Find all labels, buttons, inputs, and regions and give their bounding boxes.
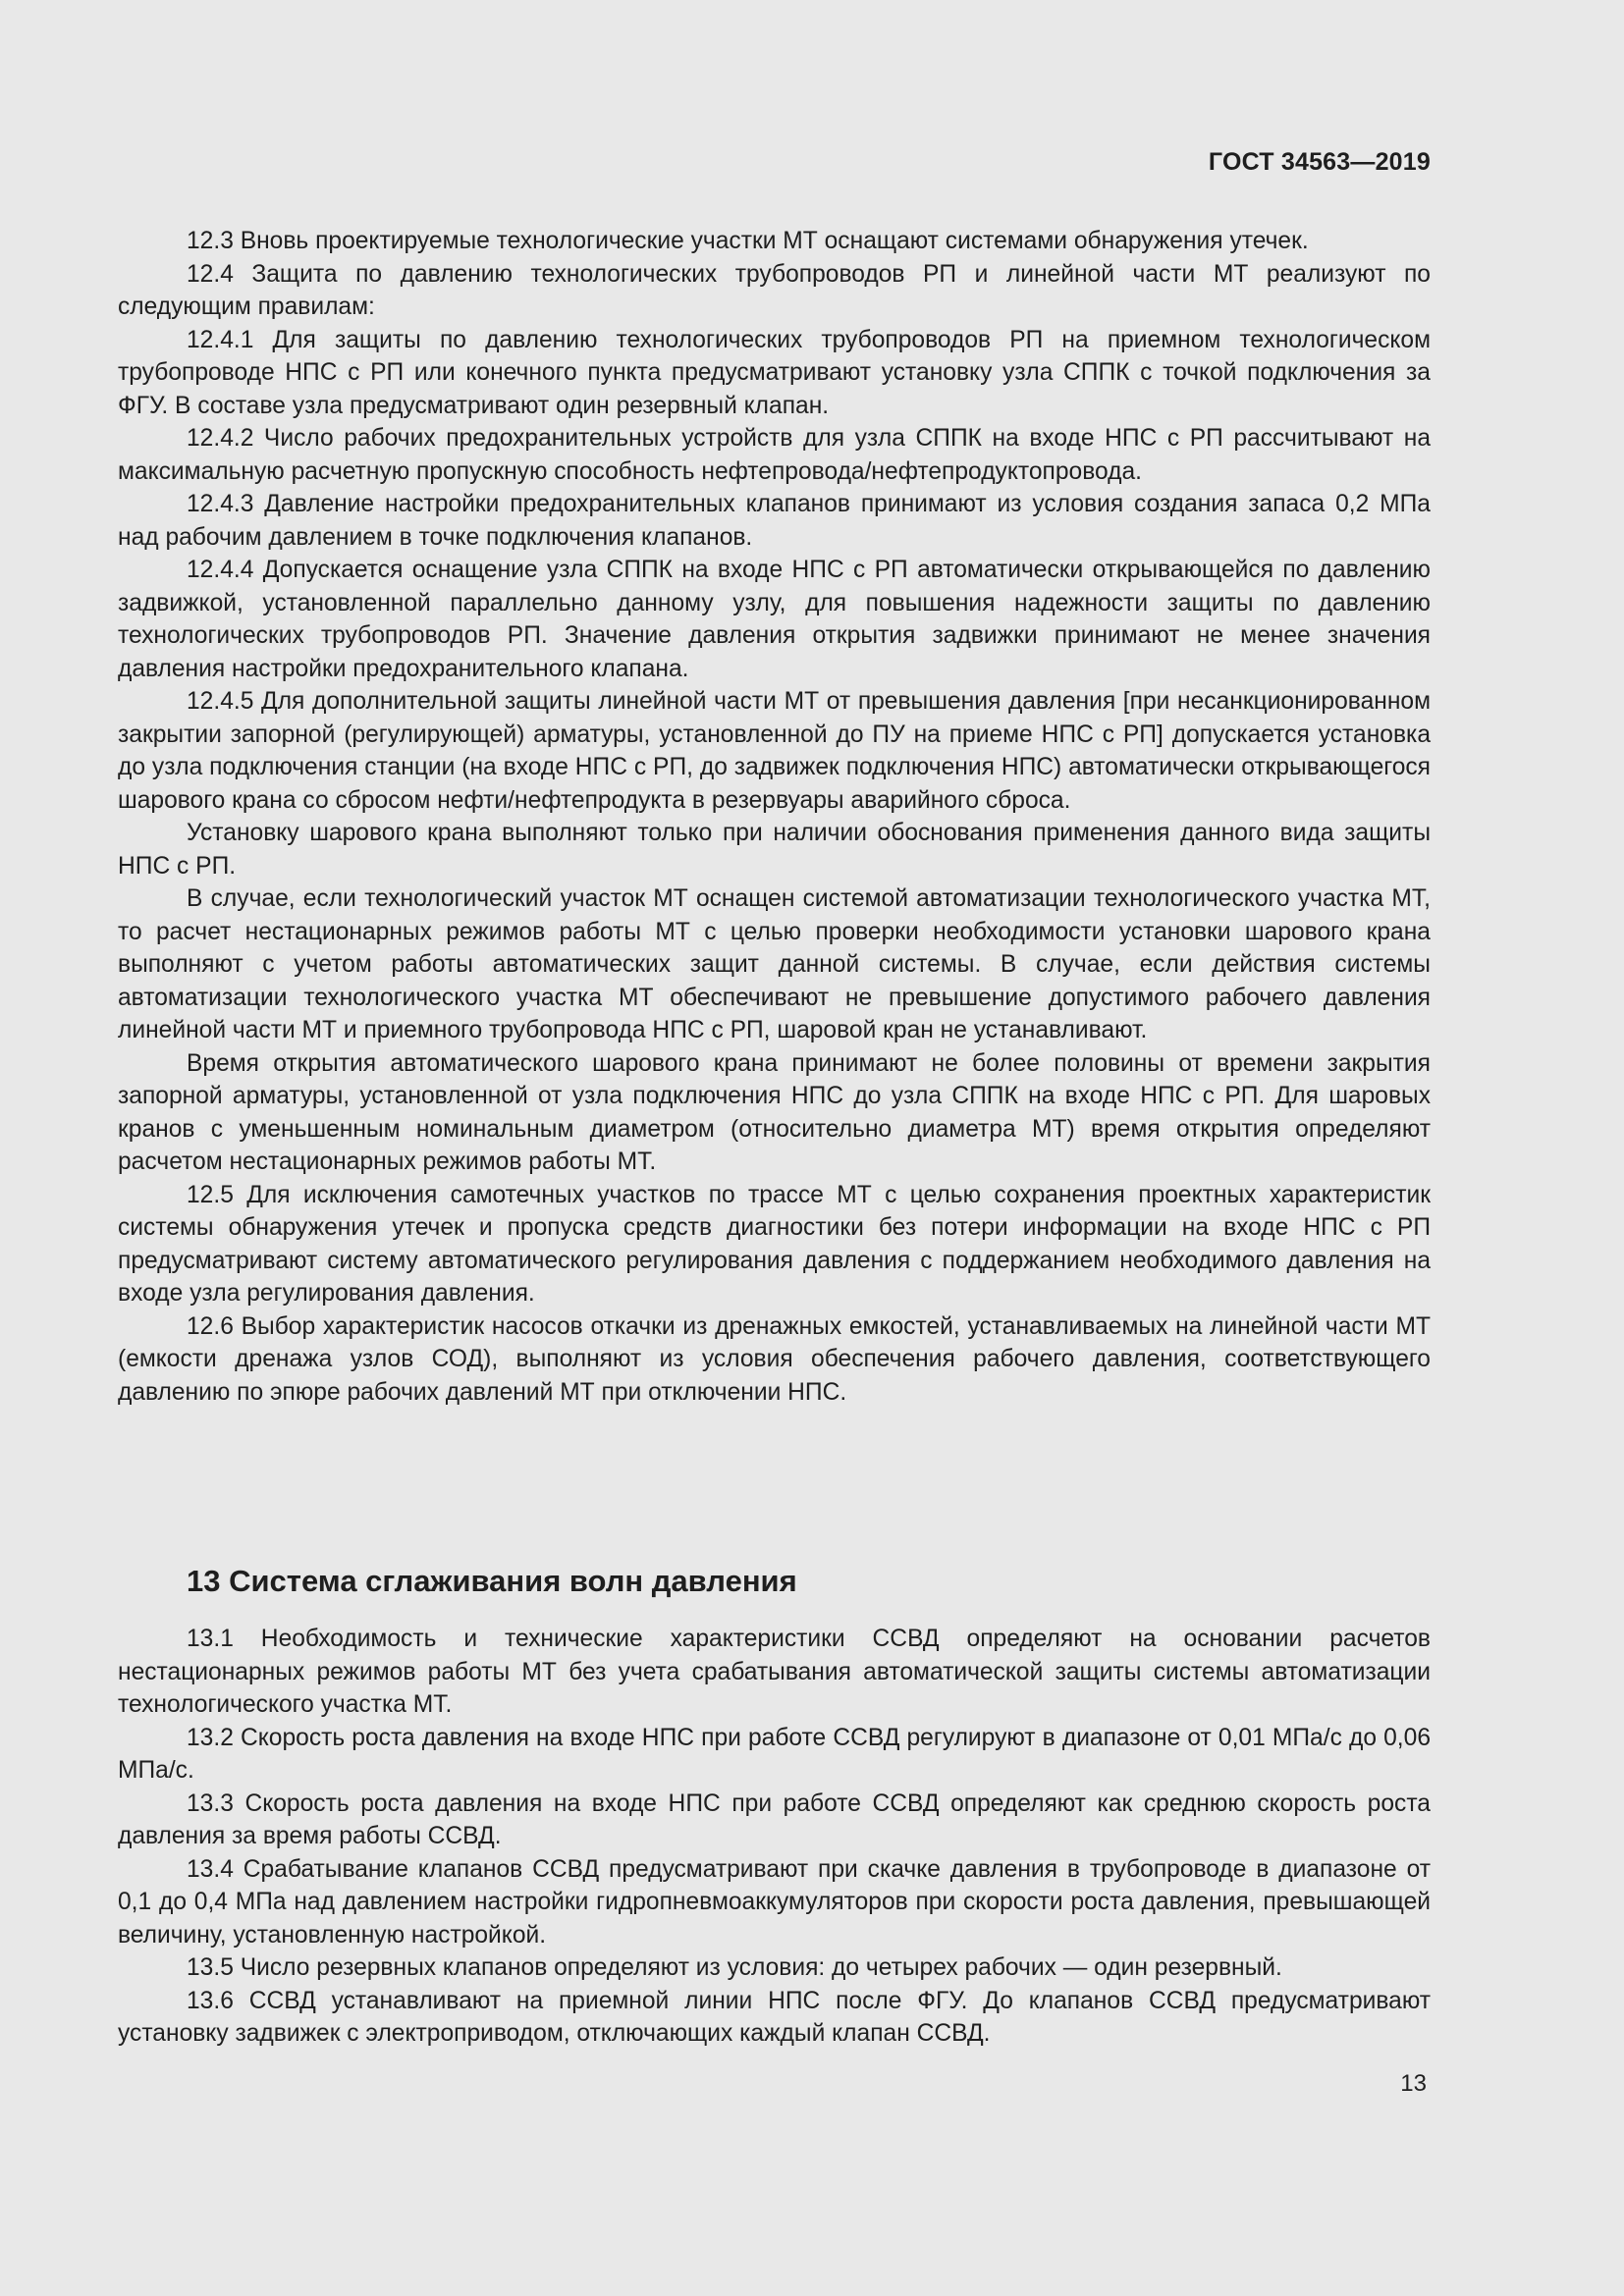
paragraph-automation-case: В случае, если технологический участок МТ оснащен системой автоматизации технологического участка МТ, то расчет нестационарных режимов работы МТ с целью проверки необходимости установки шарового крана выполняют с учетом работы автоматических защит данной системы. В случае, если действия системы автоматизации технологического участка МТ обеспечивают не превышение допустимого рабочего давления линейной части МТ и приемного трубопровода НПС с РП, шаровой кран не устанавливают. (118, 885, 1431, 1043)
paragraph-12-4-4: 12.4.4 Допускается оснащение узла СППК на входе НПС с РП автоматически открывающейся по давлению задвижкой, установленной параллельно данному узлу, для повышения надежности защиты по давлению технологических трубопроводов РП. Значение давления открытия задвижки принимают не менее значения давления настройки предохранительного клапана. (118, 557, 1431, 682)
paragraph-13-6: 13.6 ССВД устанавливают на приемной линии НПС после ФГУ. До клапанов ССВД предусматривают установку задвижек с электроприводом, отключающих каждый клапан ССВД. (118, 1987, 1431, 2047)
paragraph-13-4: 13.4 Срабатывание клапанов ССВД предусматривают при скачке давления в трубопроводе в диапазоне от 0,1 до 0,4 МПа над давлением настройки гидропневмоаккумуляторов при скорости роста давления, превышающей величину, установленную настройкой. (118, 1855, 1431, 1949)
section-13-body (118, 1623, 1431, 2051)
paragraph-opening-time: Время открытия автоматического шарового крана принимают не более половины от времени закрытия запорной арматуры, установленной от узла подключения НПС до узла СППК на входе НПС с РП. Для шаровых кранов с уменьшенным номинальным диаметром (относительно диаметра МТ) время открытия определяют расчетом нестационарных режимов работы МТ. (118, 1049, 1431, 1175)
paragraph-13-3: 13.3 Скорость роста давления на входе НПС при работе ССВД определяют как среднюю скорость роста давления за время работы ССВД. (118, 1789, 1431, 1849)
paragraph-12-4-1: 12.4.1 Для защиты по давлению технологических трубопроводов РП на приемном технологическом трубопроводе НПС с РП или конечного пункта предусматривают установку узла СППК с точкой подключения за ФГУ. В составе узла предусматривают один резервный клапан. (118, 326, 1431, 419)
paragraph-13-2: 13.2 Скорость роста давления на входе НПС при работе ССВД регулируют в диапазоне от 0,01 МПа/с до 0,06 МПа/с. (118, 1724, 1431, 1784)
paragraph-13-5: 13.5 Число резервных клапанов определяют из условия: до четырех рабочих — один резервный. (187, 1954, 1282, 1981)
paragraph-13-1: 13.1 Необходимость и технические характеристики ССВД определяют на основании расчетов нестационарных режимов работы МТ без учета срабатывания автоматической защиты системы автоматизации технологического участка МТ. (118, 1626, 1431, 1718)
standard-code: ГОСТ 34563—2019 (1208, 148, 1431, 176)
paragraph-12-5: 12.5 Для исключения самотечных участков по трассе МТ с целью сохранения проектных характеристик системы обнаружения утечек и пропуска средств диагностики без потери информации на входе НПС с РП предусматривают систему автоматического регулирования давления с поддержанием необходимого давления на входе узла регулирования давления. (118, 1181, 1431, 1307)
paragraph-ball-valve-installation: Установку шарового крана выполняют только при наличии обоснования применения данного вида защиты НПС с РП. (118, 820, 1431, 880)
paragraph-12-4-3: 12.4.3 Давление настройки предохранительных клапанов принимают из условия создания запаса 0,2 МПа над рабочим давлением в точке подключения клапанов. (118, 491, 1431, 551)
section-13-heading: 13 Система сглаживания волн давления (187, 1564, 797, 1598)
paragraph-12-4: 12.4 Защита по давлению технологических трубопроводов РП и линейной части МТ реализуют по следующим правилам: (118, 260, 1431, 320)
paragraph-12-4-2: 12.4.2 Число рабочих предохранительных устройств для узла СППК на входе НПС с РП рассчитывают на максимальную расчетную пропускную способность нефтепровода/нефтепродуктопровода. (118, 425, 1431, 485)
page-number: 13 (1400, 2070, 1427, 2097)
section-12-body (118, 225, 1431, 1409)
paragraph-12-4-5: 12.4.5 Для дополнительной защиты линейной части МТ от превышения давления [при несанкционированном закрытии запорной (регулирующей) арматуры, установленной до ПУ на приеме НПС с РП] допускается установка до узла подключения станции (на входе НПС с РП, до задвижек подключения НПС) автоматически открывающегося шарового крана со сбросом нефти/нефтепродукта в резервуары аварийного сброса. (118, 688, 1431, 814)
paragraph-12-6: 12.6 Выбор характеристик насосов откачки из дренажных емкостей, устанавливаемых на линейной части МТ (емкости дренажа узлов СОД), выполняют из условия обеспечения рабочего давления, соответствующего давлению по эпюре рабочих давлений МТ при отключении НПС. (118, 1312, 1431, 1406)
paragraph-12-3: 12.3 Вновь проектируемые технологические участки МТ оснащают системами обнаружения утечек. (187, 228, 1309, 254)
